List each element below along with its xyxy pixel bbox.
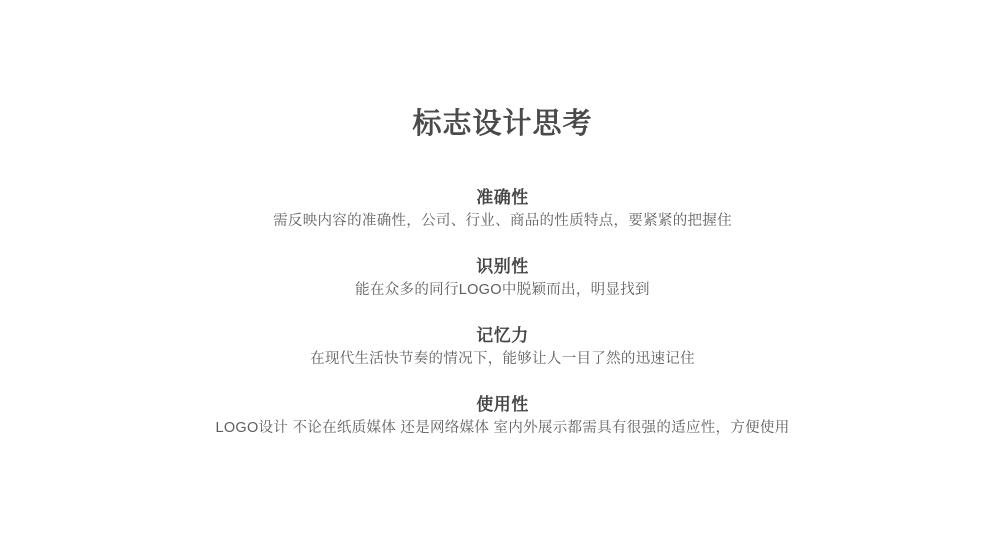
section-usability-body: LOGO设计 不论在纸质媒体 还是网络媒体 室内外展示都需具有很强的适应性，方便使用 [215,420,790,436]
section-usability-heading: 使用性 [476,395,529,414]
section-accuracy-body: 需反映内容的准确性，公司、行业、商品的性质特点，要紧紧的把握住 [273,213,732,229]
section-recognizability-body: 能在众多的同行LOGO中脱颖而出，明显找到 [355,282,650,298]
section-usability [0,393,1005,440]
section-memorability-body: 在现代生活快节奏的情况下，能够让人一目了然的迅速记住 [310,351,695,367]
section-recognizability [0,255,1005,302]
page-title: 标志设计思考 [412,108,593,140]
section-accuracy [0,186,1005,233]
section-memorability-heading: 记忆力 [476,326,529,345]
section-accuracy-heading: 准确性 [476,188,529,207]
section-memorability [0,324,1005,371]
section-recognizability-heading: 识别性 [476,257,529,276]
